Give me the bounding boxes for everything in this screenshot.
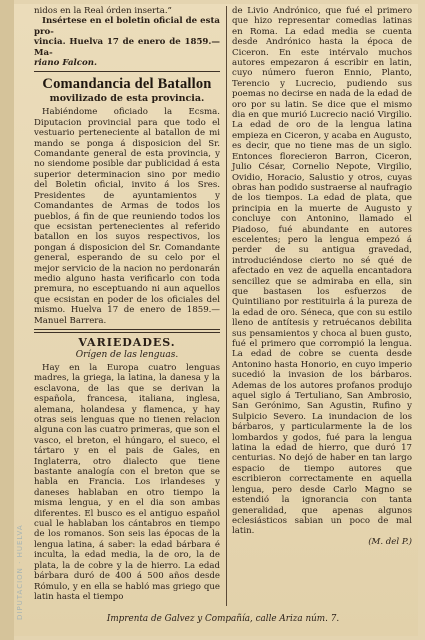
top-line-2: Insértese en el boletin oficial de esta pro-	[34, 16, 220, 37]
divider	[34, 71, 220, 72]
left-column	[34, 6, 220, 602]
library-stamp: DIPUTACION · HUELVA	[16, 524, 24, 620]
page-edge	[0, 0, 14, 640]
section-title: VARIEDADES.	[78, 335, 176, 349]
printer-imprint: Imprenta de Galvez y Compañía, calle Ariza núm. 7.	[106, 614, 340, 624]
article-body-right: de Livio Andrónico, que fué el primero que hizo representar comedias latinas en Roma. La edad media se cuenta desde Andrónico hasta la época de Ciceron. En este intérvalo muchos autores empezaron á escribir en latin, cuyo número fueron Ennio, Planto, Terencio y Lucrecio, pudiendo sus poemas no decirse en nada de la edad de oro por su latin. Se dice que el mismo dia en que murió Lucrecio nació Virgilio. La edad de oro de la lengua latina empieza en Ciceron, y acaba en Augusto, es decir, que no tiene mas de un siglo. Entonces florecieron Barron, Ciceron, Julio César, Cornelio Nepote, Virgilio, Ovidio, Horacio, Salustio y otros, cuyas obras han podido sustraerse al naufragio de los tiempos. La edad de plata, que principia en la muerte de Augusto y concluye con Antonino, llamado el Piadoso, fué abundante en autores escelentes; pero la lengua empezó á perder de su antigua gravedad, introduciéndose cierto no sé qué de afectado en vez de aquella encantadora sencillez que se admiraba en ella, sin que bastasen los esfuerzos de Quintiliano por restituirla á la pureza de la edad de oro. Séneca, que con su estilo lleno de antítesis y retruécanos debilita sus pensamientos y choca al buen gusto, fué el primero que corrompió la lengua. La edad de cobre se cuenta desde Antonino hasta Honorio, en cuyo imperio sucedió la invasion de los bárbaros. Ademas de los autores profanos produjo aquel siglo á Tertuliano, San Ambrosio, San Gerónimo, San Agustin, Rufino y Sulpicio Severo. La inundacion de los bárbaros, y particularmente la de los lombardos y godos, fué para la lengua latina la edad de hierro, que duró 17 centurias. No dejó de haber en tan largo espacio de tiempo autores que escribieron correctamente en aquella lengua, pero desde Carlo Magno se estendió la ignorancia con tanta generalidad, que apenas algunos eclesiásticos sabian un poco de mal latin.	[232, 6, 412, 537]
article-signature: (M. del P.)	[368, 536, 412, 547]
right-column	[232, 6, 412, 547]
double-divider	[34, 329, 220, 333]
notice-heading: Comandancia del Batallon	[42, 76, 212, 93]
section-subtitle: Orígen de las lenguas.	[75, 349, 179, 360]
top-line-1: nidos en la Real órden inserta.”	[34, 6, 172, 16]
column-rule	[226, 6, 227, 606]
notice-subheading: movilizado de esta provincia.	[49, 93, 205, 105]
article-body-left: Hay en la Europa cuatro lenguas madres, la griega, la latina, la danesa y la esclavona, de las que se derivan la española, francesa, italiana, inglesa, alemana, holandesa y flamenca, y hay otras seis lenguas que no tienen relacion alguna con las cuatro primeras, que son el vasco, el breton, el húngaro, el sueco, el tártaro y en el pais de Gales, en Inglaterra, otro dialecto que tiene bastante analogía con el breton que se habla en Francia. Los irlandeses y daneses hablaban en otro tiempo la misma lengua, y en el dia son ambas diferentes. El busco es el antiguo español cual le hablaban los cántabros en tiempo de los romanos. Son seis las épocas de la lengua latina, á saber: la edad bárbara é inculta, la edad media, la de oro, la de plata, la de cobre y la de hierro. La edad bárbara duró de 400 á 500 años desde Rómulo, y en ella se habló mas griego que latin hasta el tiempo	[34, 362, 220, 602]
top-line-4: riano Falcon.	[34, 58, 98, 69]
notice-body: Habiéndome oficiado la Ecsma. Diputacion provincial para que todo el vestuario perteneciente al batallon de mi mando se ponga á disposicion del Sr. Comandante general de esta provincia, y no siendome posible dar publicidad á esta superior determinacion sino por medio del Boletin oficial, invito á los Sres. Presidentes de ayuntamientos y Comandantes de Armas de todos los pueblos, á fin de que reuniendo todos los que ecsistan pertenecientes al referido batallon en los suyos respectivos, los pongan á disposicion del Sr. Comandante general, esperando de su celo por el mejor servicio de la nacion no perdonarán medio alguno hasta verificarlo con toda premura, no esceptuando ni aun aquellos que ecsistan en poder de los oficiales del mismo. Huelva 17 de enero de 1859.—Manuel Barrera.	[34, 107, 220, 326]
top-line-3: vincia. Huelva 17 de enero de 1859.—Ma-	[34, 37, 220, 58]
